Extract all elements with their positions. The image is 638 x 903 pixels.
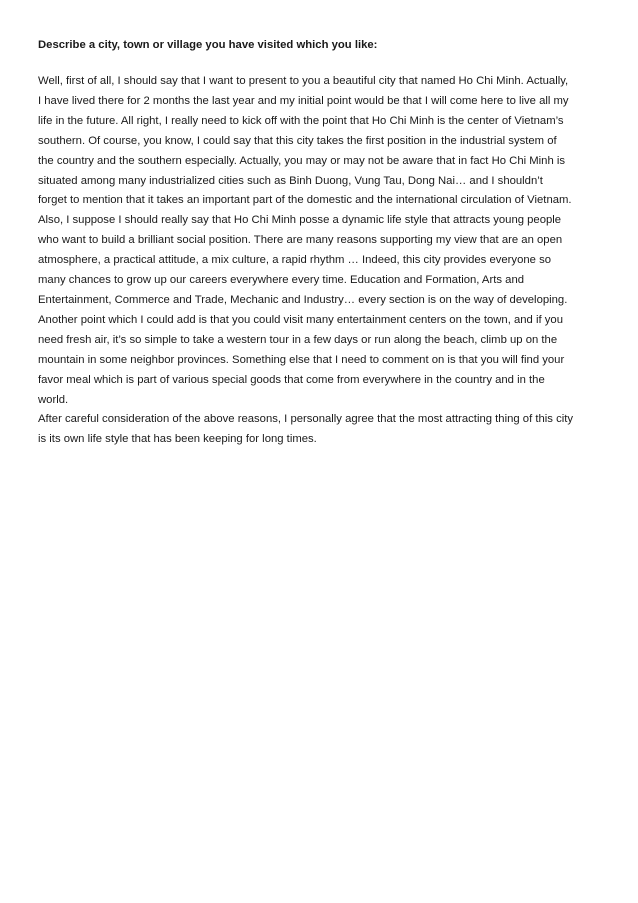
body-line: favor meal which is part of various special goods that come from everywhere in the country and in the [38, 373, 545, 386]
body-line: Well, first of all, I should say that I want to present to you a beautiful city that named Ho Chi Minh. Actually, [38, 75, 569, 87]
body-line: Also, I suppose I should really say that Ho Chi Minh posse a dynamic life style that attracts young people [38, 214, 562, 227]
body-line: is its own life style that has been keeping for long times. [38, 433, 317, 446]
body-line: Another point which I could add is that you could visit many entertainment centers on the town, and if you [38, 313, 563, 326]
body-line: mountain in some neighbor provinces. Something else that I need to comment on is that you will find your [38, 353, 565, 366]
body-line: Entertainment, Commerce and Trade, Mechanic and Industry… every section is on the way of developing. [38, 293, 568, 306]
body-line: situated among many industrialized cities such as Binh Duong, Vung Tau, Dong Nai… and I shouldn’t [38, 174, 543, 187]
body-line: I have lived there for 2 months the last year and my initial point would be that I will come here to live all my [38, 94, 569, 107]
body-line: atmosphere, a practical attitude, a mix culture, a rapid rhythm … Indeed, this city provides everyone so [38, 254, 551, 267]
body-line: many chances to grow up our careers everywhere every time. Education and Formation, Arts and [38, 274, 525, 287]
document-heading: Describe a city, town or village you have visited which you like: [38, 39, 378, 51]
document-body [38, 72, 604, 450]
body-line: forget to mention that it takes an important part of the domestic and the international circulation of Vietnam. [38, 194, 572, 207]
body-line: life in the future. All right, I really need to kick off with the point that Ho Chi Minh is the center of Vietnam’s [38, 114, 564, 127]
body-line: southern. Of course, you know, I could say that this city takes the first position in the industrial system of [38, 134, 557, 147]
body-line: world. [38, 393, 69, 406]
body-line: need fresh air, it’s so simple to take a western tour in a few days or run along the beach, climb up on the [38, 333, 558, 346]
body-line: who want to build a brilliant social position. There are many reasons supporting my view that are an open [38, 234, 563, 247]
document-page [38, 36, 604, 450]
body-line: After careful consideration of the above reasons, I personally agree that the most attracting thing of this city [38, 413, 574, 426]
body-line: the country and the southern especially. Actually, you may or may not be aware that in fact Ho Chi Minh is [38, 154, 566, 167]
